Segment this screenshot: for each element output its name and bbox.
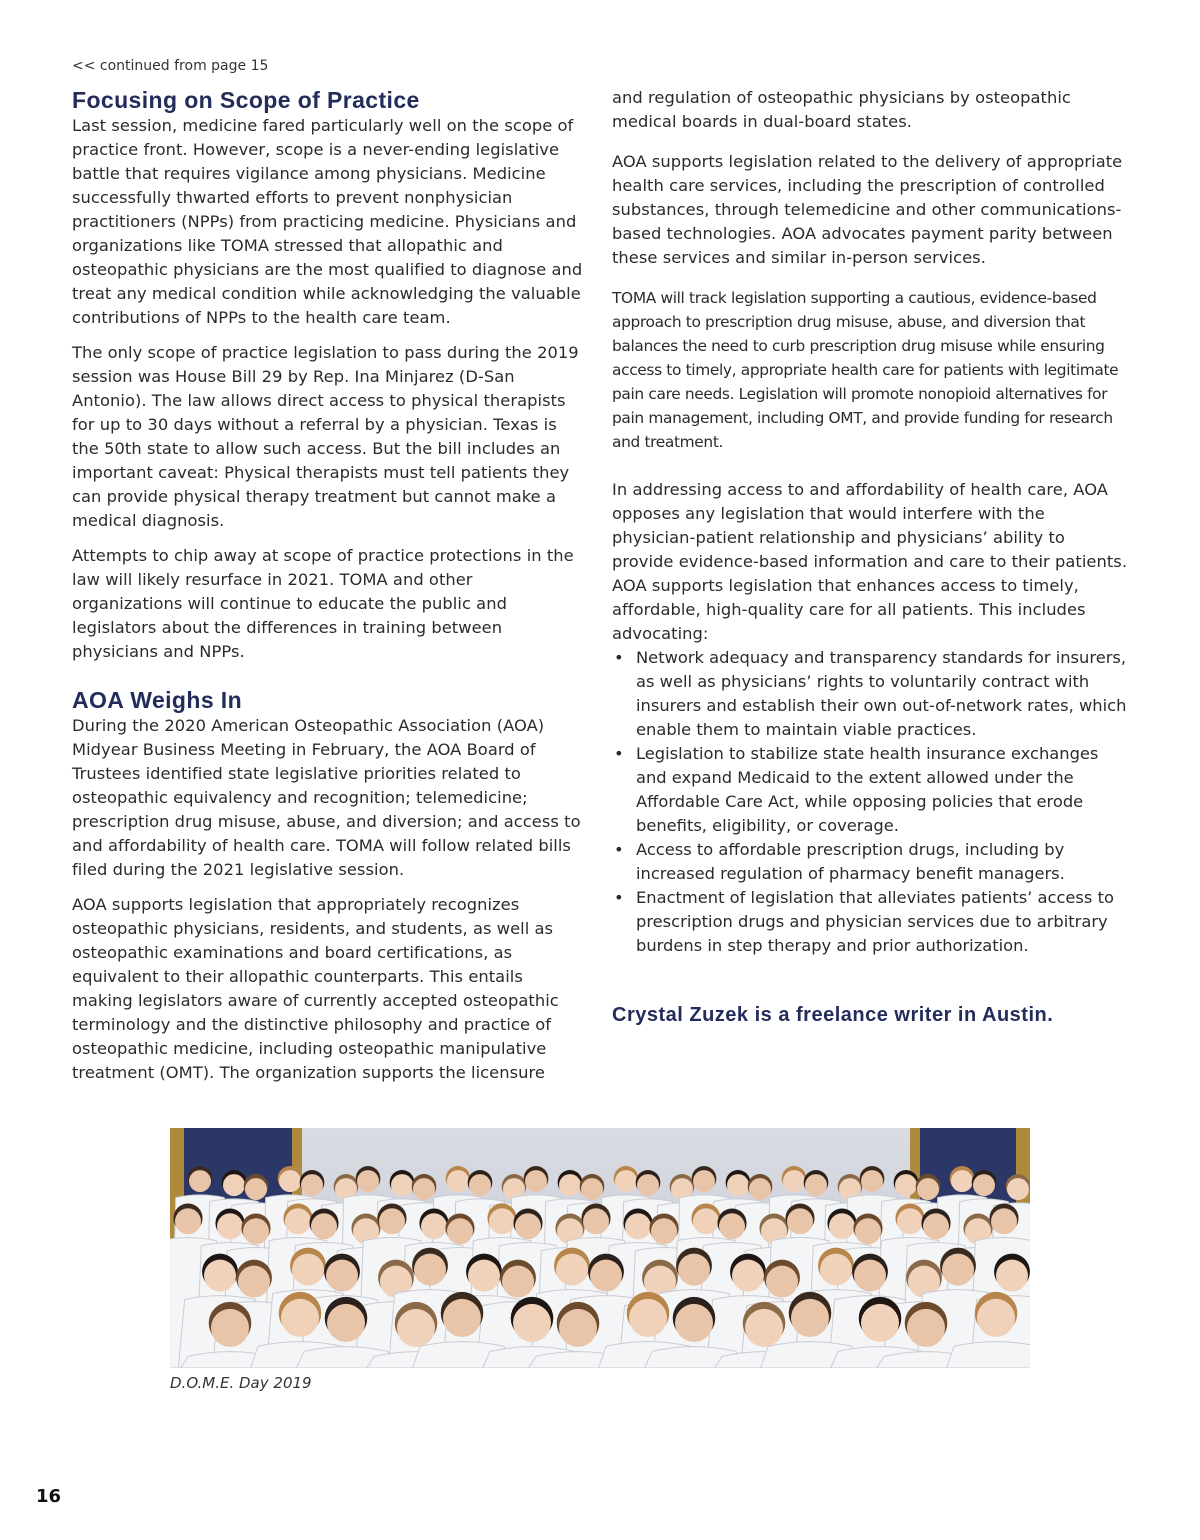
paragraph: In addressing access to and affordability of health care, AOA opposes any legislation that would interfere with the physician-patient relationship and physicians’ ability to provide evidence-based information and care to their patients. AOA supports legislation that enhances access to timely, affordable, high-quality care for all patients. This includes advocating: bbox=[612, 480, 1128, 643]
group-photo bbox=[170, 1128, 1030, 1368]
paragraph: AOA supports legislation related to the delivery of appropriate health care services, including the prescription of controlled substances, through telemedicine and other communications-based technologies. AOA advocates payment parity between these services and similar in-person services. bbox=[612, 152, 1123, 267]
page-number: 16 bbox=[36, 1486, 62, 1507]
advocacy-list bbox=[612, 646, 1128, 958]
photo-caption: D.O.M.E. Day 2019 bbox=[170, 1374, 312, 1392]
paragraph: Last session, medicine fared particularly well on the scope of practice front. However, scope is a never-ending legislative battle that requires vigilance among physicians. Medicine successfully thwarted efforts to prevent nonphysician practitioners (NPPs) from practicing medicine. Physicians and organizations like TOMA stressed that allopathic and osteopathic physicians are the most qualified to diagnose and treat any medical condition while acknowledging the valuable contributions of NPPs to the health care team. bbox=[72, 116, 583, 327]
paragraph: AOA supports legislation that appropriately recognizes osteopathic physicians, residents, and students, as well as osteopathic examinations and board certifications, as equivalent to their allopathic counterparts. This entails making legislators aware of currently accepted osteopathic terminology and the distinctive philosophy and practice of osteopathic medicine, including osteopathic manipulative treatment (OMT). The organization supports the licensure bbox=[72, 895, 559, 1082]
left-column bbox=[72, 86, 586, 1096]
author-signature: Crystal Zuzek is a freelance writer in Austin. bbox=[612, 1004, 1054, 1026]
section-heading-aoa: AOA Weighs In bbox=[72, 687, 243, 713]
section-heading-scope: Focusing on Scope of Practice bbox=[72, 87, 420, 113]
paragraph: TOMA will track legislation supporting a cautious, evidence-based approach to prescription drug misuse, abuse, and diversion that balances the need to curb prescription drug misuse while ensuring access to timely, appropriate health care for patients with legitimate pain care needs. Legislation will promote nonopioid alternatives for pain management, including OMT, and provide funding for research and treatment. bbox=[612, 289, 1119, 451]
paragraph: The only scope of practice legislation to pass during the 2019 session was House Bill 29 by Rep. Ina Minjarez (D-San Antonio). The law allows direct access to physical therapists for up to 30 days without a referral by a physician. Texas is the 50th state to allow such access. But the bill includes an important caveat: Physical therapists must tell patients they can provide physical therapy treatment but cannot make a medical diagnosis. bbox=[72, 343, 579, 530]
paragraph: Attempts to chip away at scope of practice protections in the law will likely resurface in 2021. TOMA and other organizations will continue to educate the public and legislators about the differences in training between physicians and NPPs. bbox=[72, 546, 574, 661]
right-column bbox=[612, 86, 1128, 1027]
list-item: • Enactment of legislation that alleviates patients’ access to prescription drugs and physician services due to arbitrary burdens in step therapy and prior authorization. bbox=[612, 886, 1128, 958]
list-item: • Network adequacy and transparency standards for insurers, as well as physicians’ rights to voluntarily contract with insurers and establish their own out-of-network rates, which enable them to maintain viable practices. bbox=[612, 646, 1128, 742]
paragraph: During the 2020 American Osteopathic Association (AOA) Midyear Business Meeting in February, the AOA Board of Trustees identified state legislative priorities related to osteopathic equivalency and recognition; telemedicine; prescription drug misuse, abuse, and diversion; and access to and affordability of health care. TOMA will follow related bills filed during the 2021 legislative session. bbox=[72, 716, 581, 879]
group-photo-illustration bbox=[170, 1128, 1030, 1368]
paragraph: and regulation of osteopathic physicians by osteopathic medical boards in dual-board states. bbox=[612, 88, 1071, 131]
continued-note: << continued from page 15 bbox=[72, 58, 269, 74]
list-item: • Access to affordable prescription drugs, including by increased regulation of pharmacy benefit managers. bbox=[612, 838, 1128, 886]
list-item: • Legislation to stabilize state health insurance exchanges and expand Medicaid to the extent allowed under the Affordable Care Act, while opposing policies that erode benefits, eligibility, or coverage. bbox=[612, 742, 1128, 838]
